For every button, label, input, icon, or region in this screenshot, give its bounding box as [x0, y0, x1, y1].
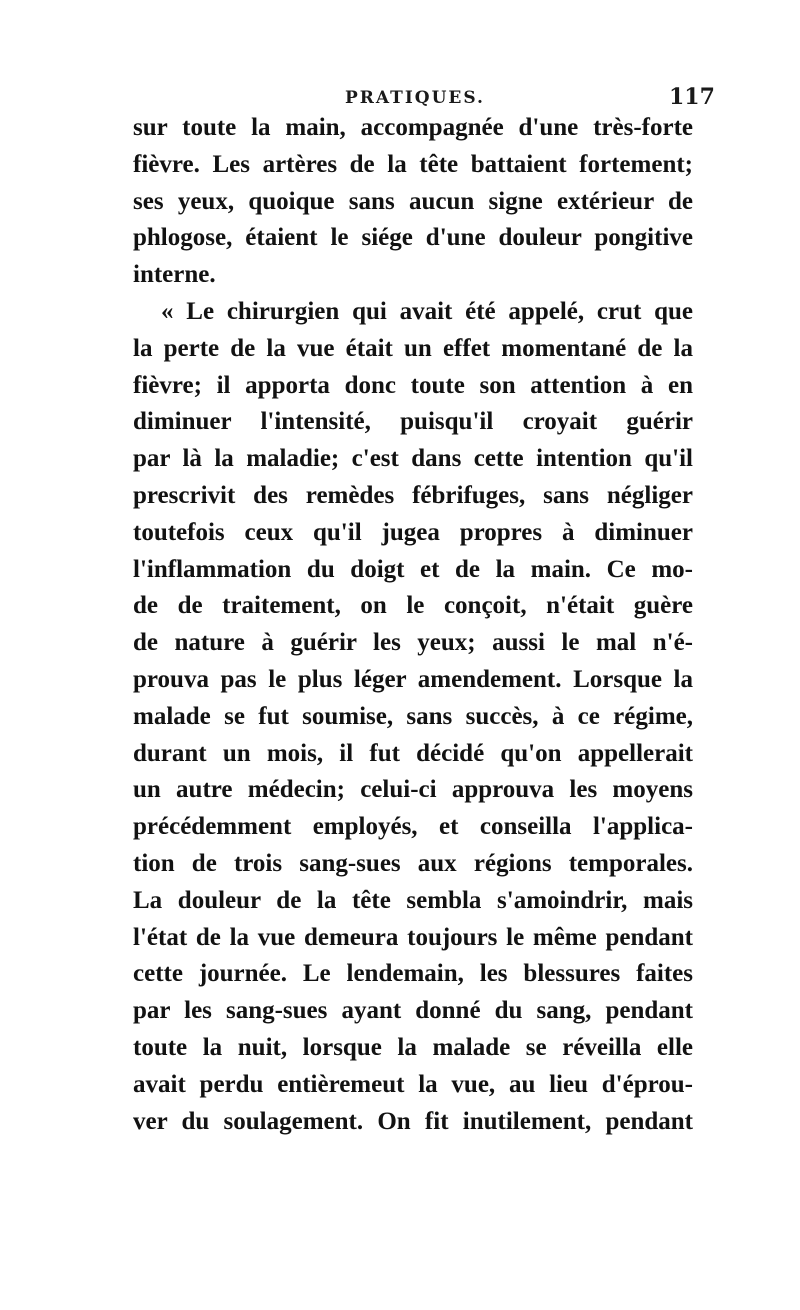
text-line: précédemment employés, et conseilla l'applica- [133, 813, 693, 841]
text-line: durant un mois, il fut décidé qu'on appellerait [133, 739, 693, 767]
text-line: fièvre; il apporta donc toute son attention à en [133, 371, 693, 399]
text-line: un autre médecin; celui-ci approuva les moyens [133, 776, 693, 804]
text-line: diminuer l'intensité, puisqu'il croyait guérir [133, 408, 693, 436]
text-line: par les sang-sues ayant donné du sang, pendant [133, 997, 693, 1025]
text-line: prouva pas le plus léger amendement. Lorsque la [133, 665, 693, 693]
page-number: 117 [669, 84, 715, 110]
text-line: ses yeux, quoique sans aucun signe extérieur de [133, 187, 693, 215]
text-line: fièvre. Les artères de la tête battaient fortement; [133, 150, 693, 178]
text-line: malade se fut soumise, sans succès, à ce régime, [133, 702, 693, 730]
text-line: tion de trois sang-sues aux régions temporales. [133, 849, 693, 877]
text-line: phlogose, étaient le siége d'une douleur pongitive [133, 224, 693, 252]
body-text [133, 110, 693, 1140]
text-line: de nature à guérir les yeux; aussi le mal n'é- [133, 629, 693, 657]
text-line: prescrivit des remèdes fébrifuges, sans négliger [133, 481, 693, 509]
text-line: « Le chirurgien qui avait été appelé, crut que [161, 297, 693, 325]
text-line: par là la maladie; c'est dans cette intention qu'il [133, 445, 693, 473]
text-line: La douleur de la tête sembla s'amoindrir, mais [133, 886, 693, 914]
text-line: toute la nuit, lorsque la malade se réveilla elle [133, 1033, 693, 1061]
text-line: l'état de la vue demeura toujours le même pendant [133, 923, 693, 951]
text-line: la perte de la vue était un effet momentané de la [133, 334, 693, 362]
text-line: de de traitement, on le conçoit, n'était guère [133, 592, 693, 620]
text-line: toutefois ceux qu'il jugea propres à diminuer [133, 518, 693, 546]
text-line: l'inflammation du doigt et de la main. Ce mo- [133, 555, 693, 583]
text-line: sur toute la main, accompagnée d'une très-forte [133, 114, 693, 141]
text-line: avait perdu entièremeut la vue, au lieu d'éprou- [133, 1070, 693, 1098]
text-line: interne. [133, 261, 216, 289]
text-line: ver du soulagement. On fit inutilement, pendant [133, 1107, 693, 1135]
running-title: PRATIQUES. [345, 88, 485, 108]
text-line: cette journée. Le lendemain, les blessures faites [133, 960, 693, 988]
